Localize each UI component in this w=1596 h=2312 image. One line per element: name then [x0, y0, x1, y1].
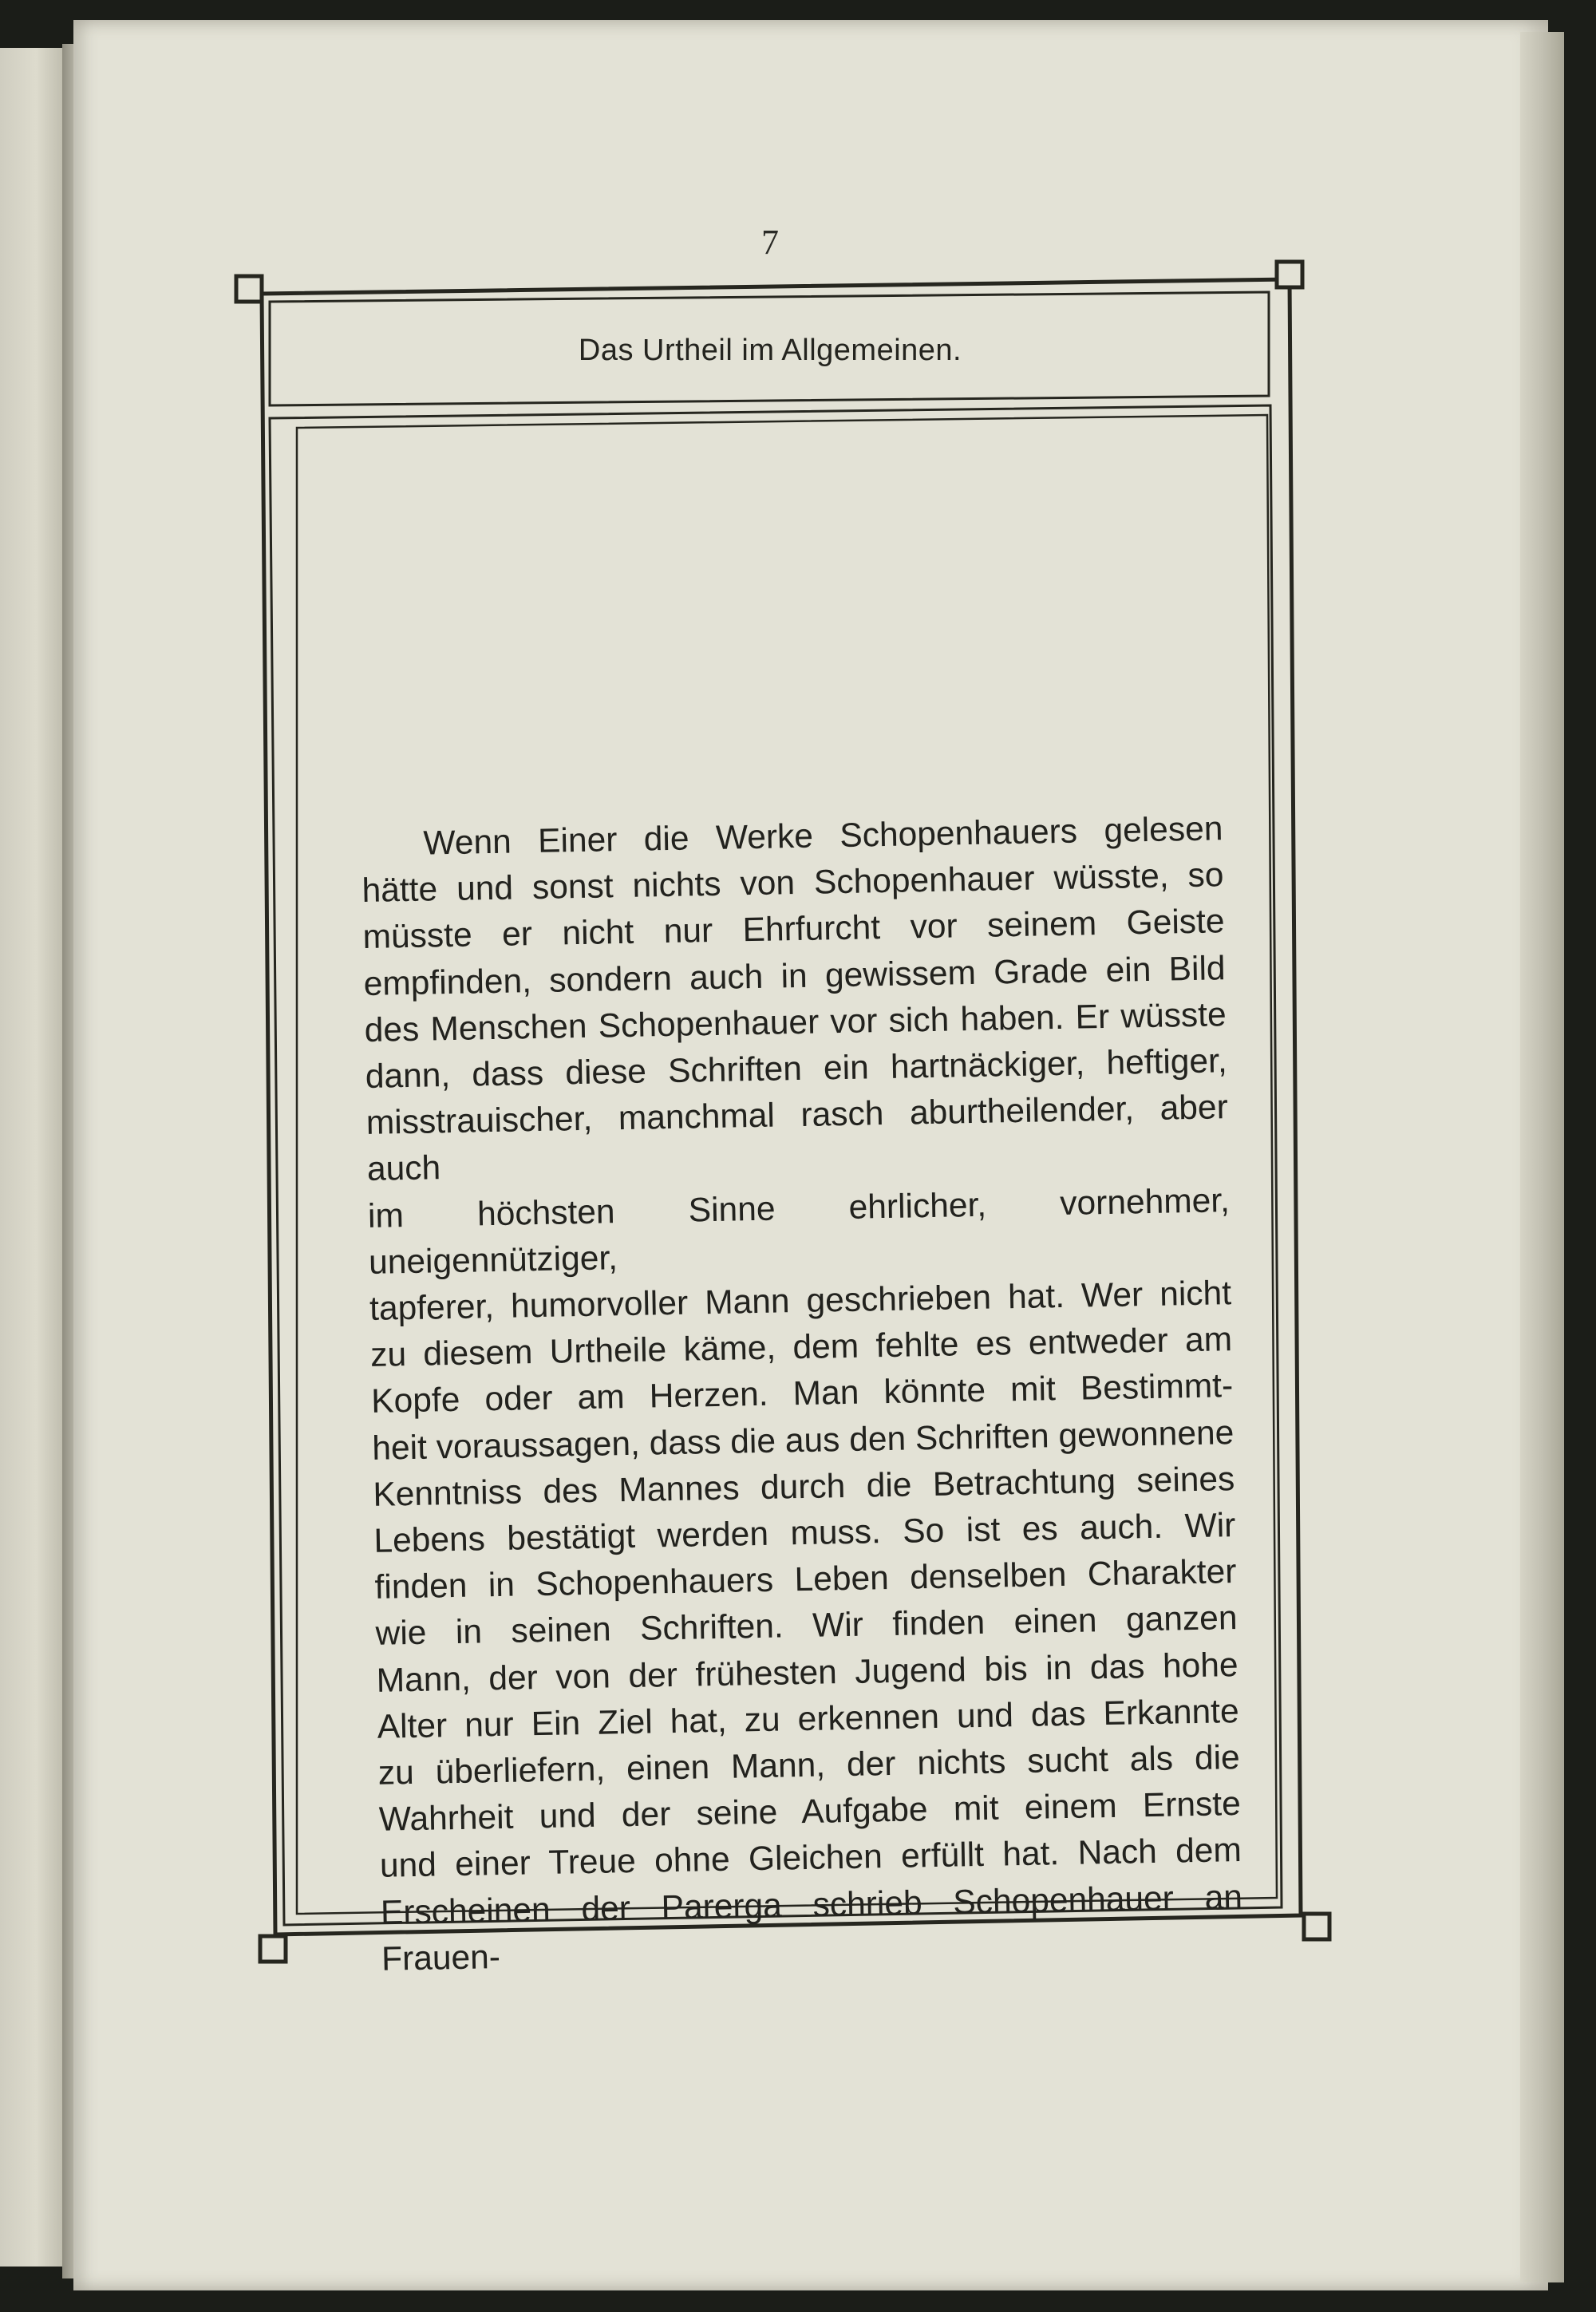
text-line: des Menschen Schopenhauer vor sich haben. Er wüsste	[364, 995, 1227, 1049]
text-line: wie in seinen Schriften. Wir finden einen ganzen	[375, 1599, 1238, 1654]
text-line: Erscheinen der Parerga schrieb Schopenhauer an Frauen-	[380, 1878, 1243, 1978]
text-line: dann, dass diese Schriften ein hartnäckiger, heftiger,	[365, 1042, 1228, 1096]
text-line: Kopfe oder am Herzen. Man könnte mit Bestimmt-	[370, 1367, 1234, 1421]
text-line: Lebens bestätigt werden muss. So ist es auch. Wir	[373, 1507, 1236, 1560]
text-line: zu überliefern, einen Mann, der nichts sucht als die	[377, 1739, 1241, 1792]
chapter-heading: Das Urtheil im Allgemeinen.	[578, 334, 962, 367]
text-line: Wenn Einer die Werke Schopenhauers gelesen	[423, 810, 1223, 863]
page-number: 7	[761, 223, 779, 262]
text-line: Kenntniss des Mannes durch die Betrachtung seines	[373, 1460, 1235, 1514]
text-line: hätte und sonst nichts von Schopenhauer wüsste, so	[361, 856, 1224, 911]
text-line: Alter nur Ein Ziel hat, zu erkennen und das Erkannte	[377, 1692, 1240, 1746]
text-line: misstrauischer, manchmal rasch aburtheilender, aber auch	[365, 1089, 1229, 1189]
text-line: Mann, der von der frühesten Jugend bis in das hohe	[376, 1646, 1238, 1700]
text-line: tapferer, humorvoller Mann geschrieben hat. Wer nicht	[369, 1275, 1232, 1328]
text-line: empfinden, sondern auch in gewissem Grade ein Bild	[363, 949, 1226, 1003]
text-line: heit voraussagen, dass die aus den Schriften gewonnene	[371, 1413, 1235, 1468]
text-line: müsste er nicht nur Ehrfurcht vor seinem Geiste	[362, 903, 1225, 957]
text-line: zu diesem Urtheile käme, dem fehlte es entweder am	[369, 1321, 1233, 1375]
text-line: im höchsten Sinne ehrlicher, vornehmer, uneigennütziger,	[367, 1181, 1231, 1282]
text-line: und einer Treue ohne Gleichen erfüllt hat. Nach dem	[379, 1832, 1242, 1886]
text-line: finden in Schopenhauers Leben denselben Charakter	[374, 1553, 1237, 1607]
body-paragraph	[361, 806, 1243, 1983]
text-line: Wahrheit und der seine Aufgabe mit einem Ernste	[378, 1785, 1242, 1840]
